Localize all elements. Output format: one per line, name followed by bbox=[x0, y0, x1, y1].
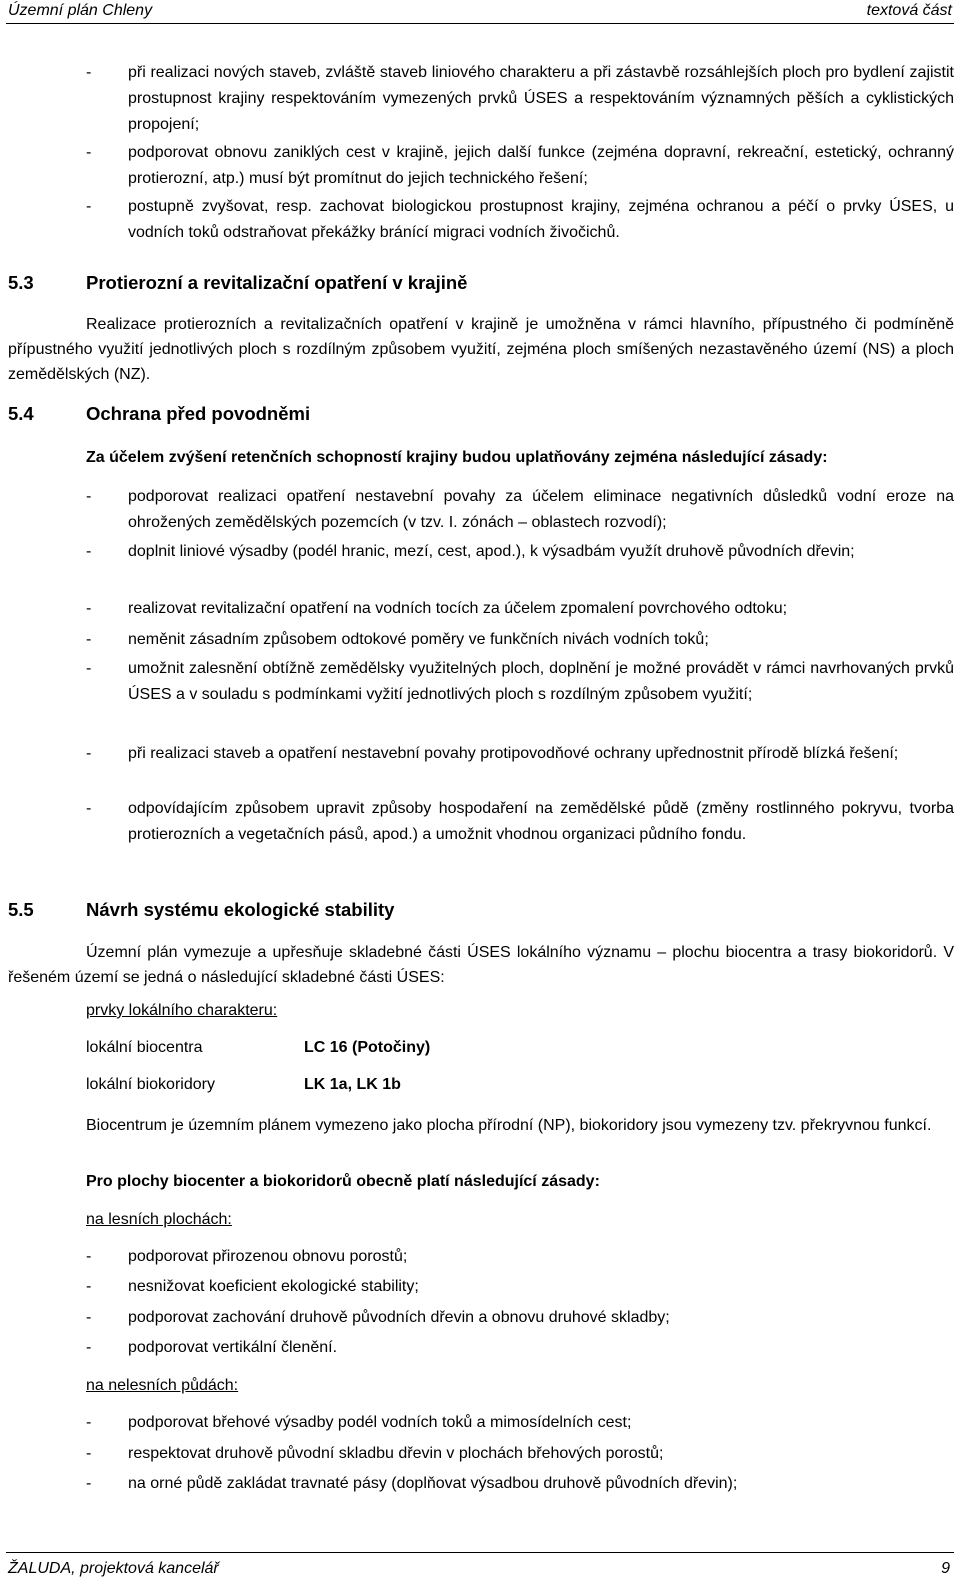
paragraph-text: Realizace protierozních a revitalizačních opatření v krajině je umožněna v rámci hlavního, přípustného či podmíněně přípustného využití jednotlivých ploch s rozdílným způsobem využití, zejména ploch smíšených nezastavěného území (NS) a ploch zemědělských (NZ). bbox=[8, 316, 954, 383]
forest-heading: na lesních plochách: bbox=[86, 1211, 232, 1228]
list-item-text: umožnit zalesnění obtížně zemědělsky využitelných ploch, doplnění je možné provádět v rámci navrhovaných prvků ÚSES a v souladu s podmínkami vyžití jednotlivých ploch s rozdílným způsobem využití; bbox=[128, 660, 954, 703]
list-item-text: při realizaci staveb a opatření nestavební povahy protipovodňové ochrany upřednostnit přírodě blízká řešení; bbox=[128, 745, 899, 762]
list-dash: - bbox=[86, 1278, 92, 1295]
biokoridory-label: lokální biokoridory bbox=[86, 1076, 215, 1093]
list-dash: - bbox=[86, 600, 92, 617]
section-heading-5-5 bbox=[8, 897, 394, 923]
rules-heading: Pro plochy biocenter a biokoridorů obecně platí následující zásady: bbox=[86, 1173, 600, 1190]
list-item-text: podporovat přirozenou obnovu porostů; bbox=[128, 1248, 408, 1265]
list-item-text: postupně zvyšovat, resp. zachovat biologickou prostupnost krajiny, zejména ochranou a péčí o prvky ÚSES, u vodních toků odstraňovat překážky bránící migraci vodních živočichů. bbox=[128, 198, 954, 241]
paragraph bbox=[8, 940, 954, 990]
list-dash: - bbox=[86, 1414, 92, 1431]
list-item-text: při realizaci nových staveb, zvláště staveb liniového charakteru a při zástavbě rozsáhlejších ploch pro bydlení zajistit prostupnost krajiny respektováním vymezených prvků ÚSES a respektováním významných pěších a cyklistických propojení; bbox=[128, 64, 954, 133]
list-dash: - bbox=[86, 1339, 92, 1356]
list-item bbox=[86, 656, 954, 708]
list-dash: - bbox=[86, 631, 92, 648]
list-item bbox=[86, 1274, 954, 1300]
list-dash: - bbox=[86, 800, 92, 817]
list-item bbox=[86, 627, 954, 653]
section-heading-5-3 bbox=[8, 270, 467, 296]
list-dash: - bbox=[86, 543, 92, 560]
list-item bbox=[86, 140, 954, 192]
list-item-text: nesnižovat koeficient ekologické stability; bbox=[128, 1278, 419, 1295]
list-dash: - bbox=[86, 1248, 92, 1265]
section-number: 5.5 bbox=[8, 899, 34, 920]
list-dash: - bbox=[86, 198, 92, 215]
biocentra-value: LC 16 (Potočiny) bbox=[304, 1039, 431, 1056]
list-dash: - bbox=[86, 144, 92, 161]
list-item bbox=[86, 741, 954, 767]
list-item-text: podporovat realizaci opatření nestavební povahy za účelem eliminace negativních důsledků vodní eroze na ohrožených zemědělských pozemcích (v tzv. I. zónách – oblastech rozvodí); bbox=[128, 488, 954, 531]
list-item-text: neměnit zásadním způsobem odtokové poměry ve funkčních nivách vodních toků; bbox=[128, 631, 709, 648]
list-dash: - bbox=[86, 1475, 92, 1492]
list-item bbox=[86, 60, 954, 138]
footer-author: ŽALUDA, projektová kancelář bbox=[8, 1560, 219, 1577]
paragraph-text: Územní plán vymezuje a upřesňuje skladebné části ÚSES lokálního významu – plochu biocentra a trasy biokoridorů. V řešeném území se jedná o následující skladebné části ÚSES: bbox=[8, 944, 954, 986]
list-item-text: na orné půdě zakládat travnaté pásy (doplňovat výsadbou druhově původních dřevin); bbox=[128, 1475, 738, 1492]
list-item-text: podporovat břehové výsadby podél vodních toků a mimosídelních cest; bbox=[128, 1414, 632, 1431]
paragraph bbox=[8, 1113, 954, 1138]
list-item-text: realizovat revitalizační opatření na vodních tocích za účelem zpomalení povrchového odtoku; bbox=[128, 600, 788, 617]
nonforest-heading: na nelesních půdách: bbox=[86, 1377, 239, 1394]
list-item bbox=[86, 1471, 954, 1497]
header-document-title: Územní plán Chleny bbox=[8, 2, 153, 19]
list-item bbox=[86, 1410, 954, 1436]
paragraph bbox=[8, 312, 954, 387]
paragraph-text: Biocentrum je územním plánem vymezeno jako plocha přírodní (NP), biokoridory jsou vymezeny tzv. překryvnou funkcí. bbox=[86, 1117, 932, 1134]
section-number: 5.3 bbox=[8, 272, 34, 293]
biokoridory-value: LK 1a, LK 1b bbox=[304, 1076, 401, 1093]
list-item-text: podporovat obnovu zaniklých cest v krajině, jejich další funkce (zejména dopravní, rekreační, estetický, ochranný protierozní, atp.) musí být promítnut do jejich technického řešení; bbox=[128, 144, 954, 187]
list-item-text: podporovat zachování druhově původních dřevin a obnovu druhové skladby; bbox=[128, 1309, 670, 1326]
header-section-label: textová část bbox=[866, 2, 952, 19]
list-dash: - bbox=[86, 64, 92, 81]
page-footer bbox=[0, 1552, 960, 1582]
list-dash: - bbox=[86, 488, 92, 505]
section-number: 5.4 bbox=[8, 403, 34, 424]
list-item bbox=[86, 539, 954, 565]
list-dash: - bbox=[86, 745, 92, 762]
list-item bbox=[86, 194, 954, 246]
section-heading-5-4 bbox=[8, 401, 310, 427]
list-dash: - bbox=[86, 1445, 92, 1462]
lead-text: Za účelem zvýšení retenčních schopností krajiny budou uplatňovány zejména následující zásady: bbox=[86, 449, 828, 466]
list-item bbox=[86, 1244, 954, 1270]
list-item bbox=[86, 484, 954, 536]
page-number: 9 bbox=[941, 1560, 950, 1577]
list-item bbox=[86, 1335, 954, 1361]
list-item bbox=[86, 1305, 954, 1331]
sub-heading: prvky lokálního charakteru: bbox=[86, 1002, 278, 1019]
list-item-text: doplnit liniové výsadby (podél hranic, mezí, cest, apod.), k výsadbám využít druhově původních dřevin; bbox=[128, 543, 855, 560]
list-item bbox=[86, 796, 954, 848]
section-title: Návrh systému ekologické stability bbox=[86, 899, 395, 920]
list-item-text: podporovat vertikální členění. bbox=[128, 1339, 338, 1356]
list-dash: - bbox=[86, 1309, 92, 1326]
list-item bbox=[86, 596, 954, 622]
list-item-text: respektovat druhově původní skladbu dřevin v plochách břehových porostů; bbox=[128, 1445, 664, 1462]
biocentra-label: lokální biocentra bbox=[86, 1039, 203, 1056]
footer-rule bbox=[6, 1552, 954, 1553]
list-item bbox=[86, 1441, 954, 1467]
header-rule bbox=[6, 23, 954, 24]
section-title: Ochrana před povodněmi bbox=[86, 403, 311, 424]
section-title: Protierozní a revitalizační opatření v krajině bbox=[86, 272, 468, 293]
list-dash: - bbox=[86, 660, 92, 677]
list-item-text: odpovídajícím způsobem upravit způsoby hospodaření na zemědělské půdě (změny rostlinného pokryvu, tvorba protierozních a vegetačních pásů, apod.) a umožnit vhodnou organizaci půdního fondu. bbox=[128, 800, 954, 843]
page-header bbox=[0, 0, 960, 26]
